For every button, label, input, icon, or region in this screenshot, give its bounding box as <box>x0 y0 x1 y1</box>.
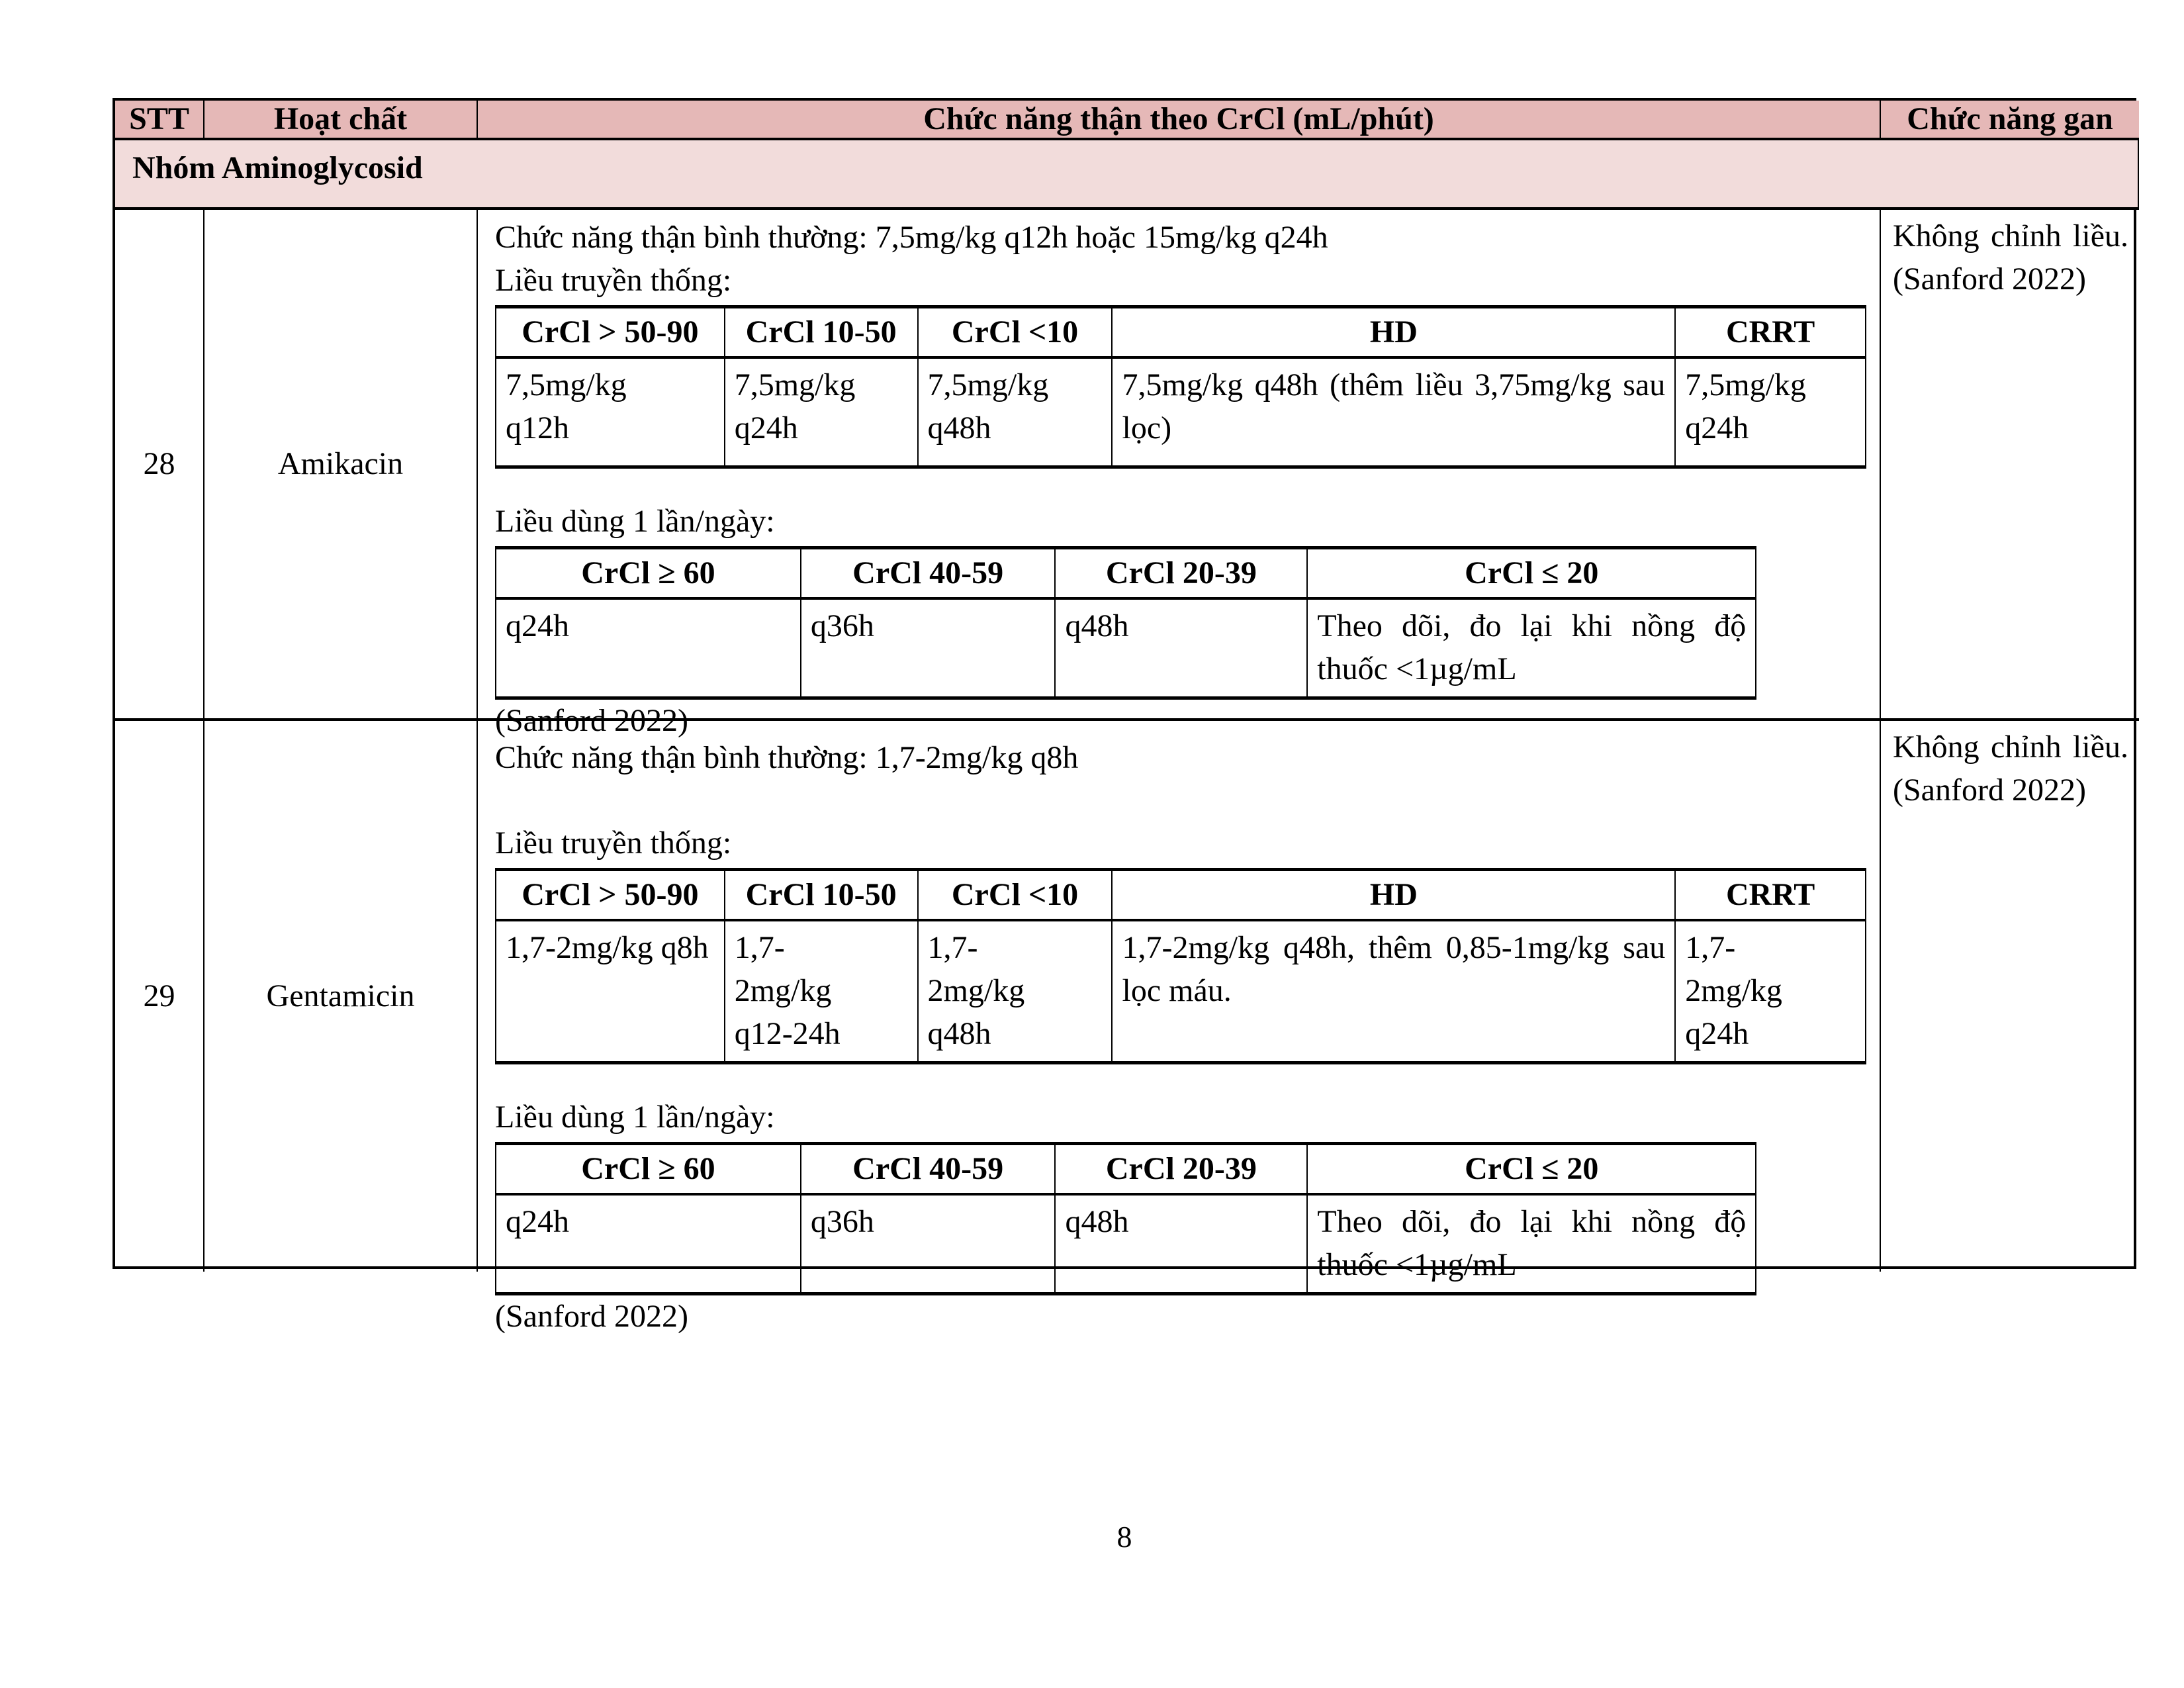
dose-hd: 7,5mg/kg q48h (thêm liều 3,75mg/kg sau lọc) <box>1112 357 1675 467</box>
col-crcl-20-39: CrCl 20-39 <box>1055 547 1307 598</box>
row29-traditional-label: Liều truyền thống: <box>495 825 732 861</box>
col-crcl-40-59: CrCl 40-59 <box>801 1143 1056 1194</box>
dose-crrt: 7,5mg/kg q24h <box>1675 357 1866 467</box>
row28-once-daily-label: Liều dùng 1 lần/ngày: <box>495 503 775 539</box>
col-crcl-20-39: CrCl 20-39 <box>1055 1143 1307 1194</box>
row29-once-daily-block <box>495 1096 1866 1295</box>
dose-crcl-10-50: 7,5mg/kg q24h <box>725 357 918 467</box>
col-crcl-lt10: CrCl <10 <box>918 306 1113 357</box>
dose-crcl-ge60: q24h <box>496 598 801 698</box>
row29-normal-renal-dose: Chức năng thận bình thường: 1,7-2mg/kg q8h <box>495 740 1079 775</box>
dose-crcl-50-90: 7,5mg/kg q12h <box>496 357 725 467</box>
header-liver-function: Chức năng gan <box>1881 101 2139 140</box>
col-crcl-10-50: CrCl 10-50 <box>725 306 918 357</box>
table-header-row <box>496 547 1756 598</box>
header-renal-function: Chức năng thận theo CrCl (mL/phút) <box>478 101 1881 140</box>
table-body-row <box>496 1194 1756 1293</box>
row28-source-citation: (Sanford 2022) <box>495 703 688 739</box>
col-crcl-le20: CrCl ≤ 20 <box>1307 1143 1756 1194</box>
row29-stt: 29 <box>115 721 205 1272</box>
blank-line <box>495 780 1866 822</box>
row28-once-daily-block <box>495 500 1866 700</box>
table-header-row <box>496 306 1866 357</box>
dose-crcl-40-59: q36h <box>801 598 1056 698</box>
col-crcl-40-59: CrCl 40-59 <box>801 547 1056 598</box>
table-body-row <box>496 357 1866 467</box>
dose-crcl-10-50: 1,7-2mg/kg q12-24h <box>725 920 918 1062</box>
group-row-aminoglycosid: Nhóm Aminoglycosid <box>115 140 2139 210</box>
row28-renal-dosing-cell <box>478 210 1881 739</box>
header-drug: Hoạt chất <box>205 101 478 140</box>
table-header-row <box>496 869 1866 920</box>
row29-once-daily-label: Liều dùng 1 lần/ngày: <box>495 1099 775 1135</box>
dose-crcl-lt10: 7,5mg/kg q48h <box>918 357 1113 467</box>
row28-traditional-dose-table <box>495 305 1866 469</box>
col-crcl-50-90: CrCl > 50-90 <box>496 869 725 920</box>
row28-normal-renal-dose: Chức năng thận bình thường: 7,5mg/kg q12h hoặc 15mg/kg q24h <box>495 220 1328 255</box>
row29-once-daily-table <box>495 1142 1756 1295</box>
col-crrt: CRRT <box>1675 869 1866 920</box>
row28-liver-dosing-cell: Không chỉnh liều. (Sanford 2022) <box>1881 210 2139 721</box>
col-crcl-50-90: CrCl > 50-90 <box>496 306 725 357</box>
col-crcl-ge60: CrCl ≥ 60 <box>496 1143 801 1194</box>
dose-crrt: 1,7-2mg/kg q24h <box>1675 920 1866 1062</box>
dose-crcl-40-59: q36h <box>801 1194 1056 1293</box>
page-number: 8 <box>1116 1520 1132 1554</box>
dose-hd: 1,7-2mg/kg q48h, thêm 0,85-1mg/kg sau lọc máu. <box>1112 920 1675 1062</box>
dose-crcl-le20: Theo dõi, đo lại khi nồng độ thuốc <1µg/mL <box>1307 1194 1756 1293</box>
row29-traditional-dose-table <box>495 868 1866 1064</box>
dose-crcl-50-90: 1,7-2mg/kg q8h <box>496 920 725 1062</box>
col-hd: HD <box>1112 869 1675 920</box>
row28-stt: 28 <box>115 210 205 721</box>
row28-once-daily-table <box>495 546 1756 700</box>
row29-source-citation: (Sanford 2022) <box>495 1298 688 1334</box>
dose-crcl-20-39: q48h <box>1055 1194 1307 1293</box>
col-hd: HD <box>1112 306 1675 357</box>
dose-crcl-20-39: q48h <box>1055 598 1307 698</box>
col-crcl-lt10: CrCl <10 <box>918 869 1113 920</box>
table-header-row <box>496 1143 1756 1194</box>
table-body-row <box>496 920 1866 1062</box>
col-crcl-ge60: CrCl ≥ 60 <box>496 547 801 598</box>
row29-liver-dosing-cell: Không chỉnh liều. (Sanford 2022) <box>1893 729 2128 808</box>
row29-renal-dosing-cell <box>478 721 1881 1334</box>
row28-drug-name: Amikacin <box>205 210 478 721</box>
dose-crcl-lt10: 1,7-2mg/kg q48h <box>918 920 1113 1062</box>
col-crcl-10-50: CrCl 10-50 <box>725 869 918 920</box>
header-stt: STT <box>115 101 205 140</box>
dose-crcl-le20: Theo dõi, đo lại khi nồng độ thuốc <1µg/mL <box>1307 598 1756 698</box>
row28-traditional-label: Liều truyền thống: <box>495 262 732 298</box>
table-body-row <box>496 598 1756 698</box>
col-crrt: CRRT <box>1675 306 1866 357</box>
col-crcl-le20: CrCl ≤ 20 <box>1307 547 1756 598</box>
row29-drug-name: Gentamicin <box>205 721 478 1272</box>
renal-dosing-table <box>113 98 2136 1334</box>
dose-crcl-ge60: q24h <box>496 1194 801 1293</box>
